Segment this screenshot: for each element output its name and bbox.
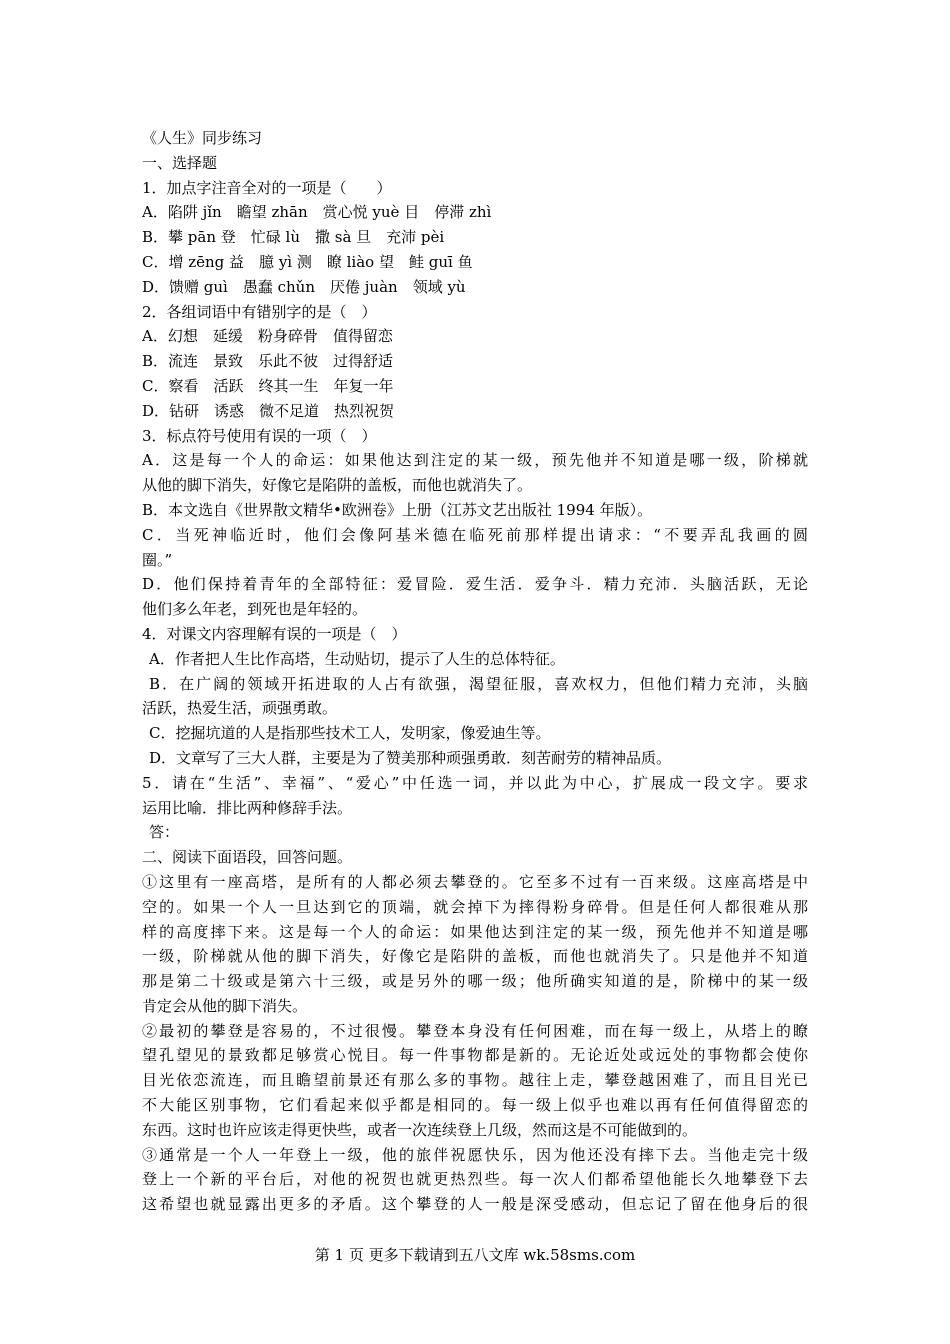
answer-label: 答： [149, 823, 180, 842]
question-5-cont: 运用比喻．排比两种修辞手法。 [142, 798, 353, 817]
q3-option-c-cont: 圈。” [142, 550, 173, 569]
passage-2-line-3: 目光依恋流连，而且瞻望前景还有那么多的事物。越往上走，攀登越困难了，而且目光已 [142, 1071, 808, 1090]
q1-option-a: A．陷阱 jǐn 瞻望 zhān 赏心悦 yuè 目 停滞 zhì [142, 203, 492, 222]
q3-option-a: A．这是每一个人的命运：如果他达到注定的某一级，预先他并不知道是哪一级，阶梯就 [142, 451, 808, 470]
q3-option-d: D．他们保持着青年的全部特征：爱冒险．爱生活．爱争斗．精力充沛．头脑活跃，无论 [142, 575, 808, 594]
passage-1-line-3: 样的高度摔下来。这是每一个人的命运：如果他达到注定的某一级，预先他并不知道是哪 [142, 922, 808, 941]
q3-option-d-cont: 他们多么年老，到死也是年轻的。 [142, 600, 368, 619]
q4-option-b-cont: 活跃，热爱生活，顽强勇敢。 [142, 699, 338, 718]
question-1: 1．加点字注音全对的一项是（ ） [142, 178, 392, 197]
q4-option-d: D．文章写了三大人群，主要是为了赞美那种顽强勇敢．刻苦耐劳的精神品质。 [149, 748, 672, 767]
q2-option-c: C．察看 活跃 终其一生 年复一年 [142, 376, 394, 395]
question-4: 4．对课文内容理解有误的一项是（ ） [142, 624, 407, 643]
q4-option-a: A．作者把人生比作高塔，生动贴切，提示了人生的总体特征。 [149, 649, 565, 668]
passage-1-line-4: 一级，阶梯就从他的脚下消失，好像它是陷阱的盖板，而他也就消失了。只是他并不知道 [142, 947, 808, 966]
q3-option-c: C．当死神临近时，他们会像阿基米德在临死前那样提出请求：“不要弄乱我画的圆 [142, 525, 808, 544]
question-3: 3．标点符号使用有误的一项（ ） [142, 426, 377, 445]
document-body [142, 126, 808, 1217]
page-footer: 第 1 页 更多下载请到五八文库 wk.58sms.com [314, 1246, 636, 1264]
q4-option-b: B．在广阔的领域开拓进取的人占有欲强，渴望征服，喜欢权力，但他们精力充沛，头脑 [149, 674, 808, 693]
q1-option-c: C．增 zēng 益 臆 yì 测 瞭 liào 望 鲑 guī 鱼 [142, 252, 473, 271]
passage-3-line-3: 这希望也就显露出更多的矛盾。这个攀登的人一般是深受感动，但忘记了留在他身后的很 [142, 1195, 808, 1214]
question-2: 2．各组词语中有错别字的是（ ） [142, 302, 377, 321]
passage-1-line-5: 那是第二十级或是第六十三级，或是另外的哪一级；他所确实知道的是，阶梯中的某一级 [142, 972, 808, 991]
passage-2-line-1: ②最初的攀登是容易的，不过很慢。攀登本身没有任何困难，而在每一级上，从塔上的瞭 [142, 1021, 808, 1040]
doc-title: 《人生》同步练习 [142, 129, 263, 147]
q4-option-c: C．挖掘坑道的人是指那些技术工人，发明家，像爱迪生等。 [149, 724, 551, 743]
passage-2-line-5: 东西。这时也许应该走得更快些，或者一次连续登上几级，然而这是不可能做到的。 [142, 1120, 698, 1139]
passage-1-line-1: ①这里有一座高塔，是所有的人都必须去攀登的。它至多不过有一百来级。这座高塔是中 [142, 872, 808, 891]
question-5: 5．请在“生活”、幸福”、“爱心”中任选一词，并以此为中心，扩展成一段文字。要求 [142, 773, 808, 792]
q1-option-d: D．馈赠 guì 愚蠢 chǔn 厌倦 juàn 领域 yù [142, 277, 466, 296]
section-heading-choice: 一、选择题 [142, 153, 218, 172]
passage-3-line-2: 登上一个新的平台后，对他的祝贺也就更热烈些。每一次人们都希望他能长久地攀登下去 [142, 1170, 808, 1189]
passage-1-line-6: 肯定会从他的脚下消失。 [142, 996, 308, 1015]
passage-2-line-2: 望孔望见的景致都足够赏心悦目。每一件事物都是新的。无论近处或远处的事物都会使你 [142, 1046, 808, 1065]
q2-option-a: A．幻想 延缓 粉身碎骨 值得留恋 [142, 327, 393, 346]
passage-3-line-1: ③通常是一个人一年登上一级，他的旅伴祝愿快乐，因为他还没有摔下去。当他走完十级 [142, 1145, 808, 1164]
q2-option-b: B．流连 景致 乐此不彼 过得舒适 [142, 352, 394, 371]
passage-1-line-2: 空的。如果一个人一旦达到它的顶端，就会掉下为摔得粉身碎骨。但是任何人都很难从那 [142, 897, 808, 916]
section-heading-reading: 二、阅读下面语段，回答问题。 [142, 848, 353, 867]
q3-option-b: B．本文选自《世界散文精华•欧洲卷》上册（江苏文艺出版社 1994 年版）。 [142, 500, 653, 519]
q3-option-a-cont: 从他的脚下消失，好像它是陷阱的盖板，而他也就消失了。 [142, 476, 533, 495]
passage-2-line-4: 不大能区别事物，它们看起来似乎都是相同的。每一级上似乎也难以再有任何值得留恋的 [142, 1096, 808, 1115]
q1-option-b: B．攀 pān 登 忙碌 lù 撒 sà 旦 充沛 pèi [142, 228, 445, 247]
q2-option-d: D．钻研 诱惑 微不足道 热烈祝贺 [142, 401, 395, 420]
